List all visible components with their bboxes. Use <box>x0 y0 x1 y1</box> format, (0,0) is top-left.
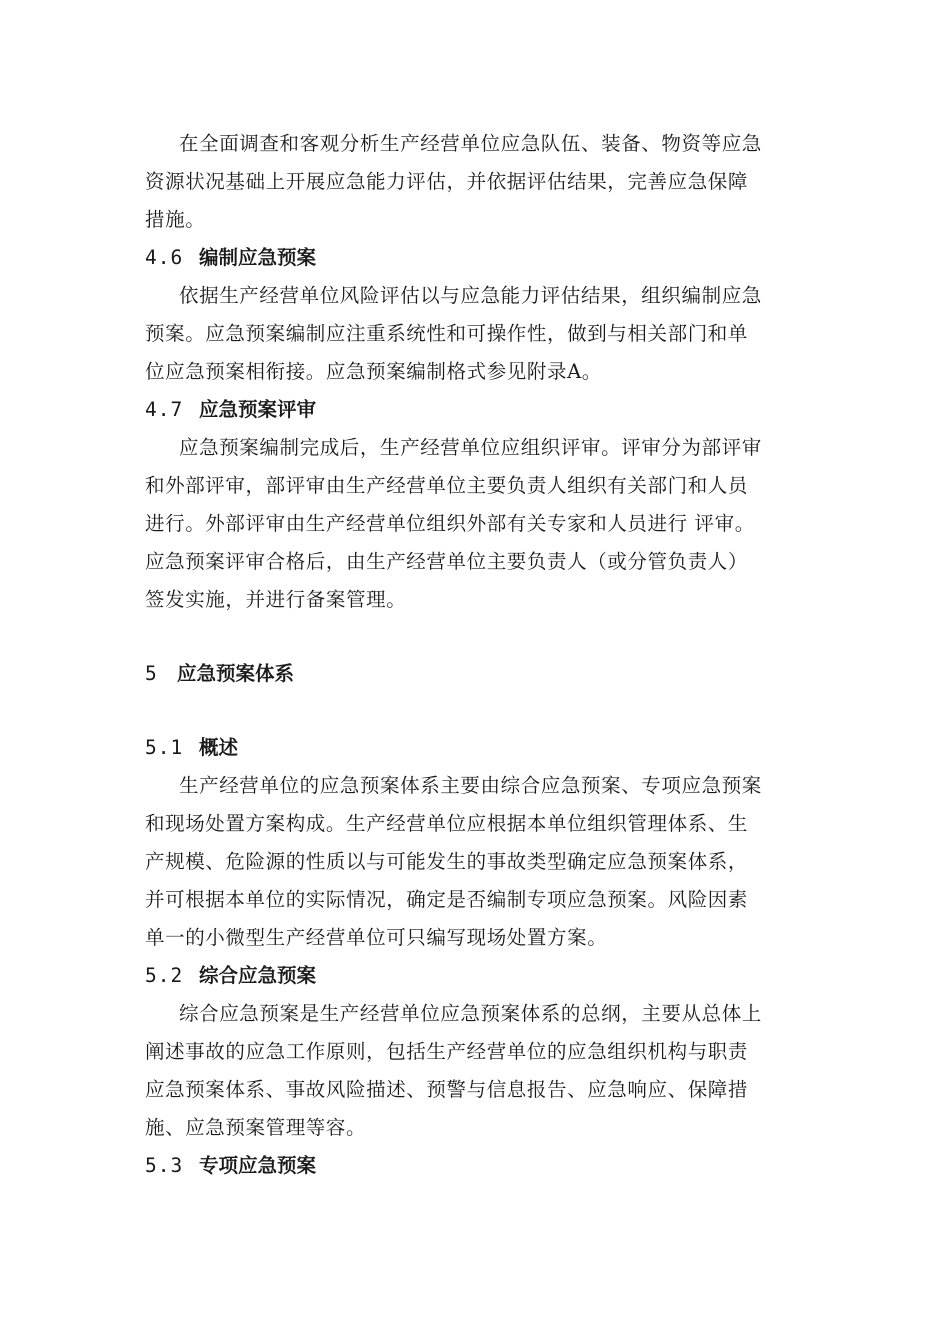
section-5 <box>145 655 810 693</box>
heading-4-7 <box>145 391 810 429</box>
paragraph-line: 资源状况基础上开展应急能力评估，并依据评估结果，完善应急保障 <box>145 170 749 193</box>
paragraph-line: 单一的小微型生产经营单位可只编写现场处置方案。 <box>145 926 608 949</box>
heading-number: 5.1 <box>145 736 184 759</box>
paragraph-comprehensive-plan <box>145 995 810 1147</box>
document-page <box>145 125 810 1185</box>
heading-5-1 <box>145 729 810 767</box>
paragraph-line: 应急预案编制完成后，生产经营单位应组织评审。评审分为部评审 <box>179 436 762 459</box>
heading-number: 5.3 <box>145 1154 184 1177</box>
paragraph-line: 应急预案评审合格后，由生产经营单位主要负责人（或分管负责人） <box>145 550 749 573</box>
heading-title: 专项应急预案 <box>199 1154 317 1177</box>
paragraph-compile-plan <box>145 277 810 391</box>
heading-title: 编制应急预案 <box>199 246 317 269</box>
paragraph-line: 并可根据本单位的实际情况，确定是否编制专项应急预案。风险因素 <box>145 888 749 911</box>
heading-title: 综合应急预案 <box>199 964 317 987</box>
paragraph-line: 综合应急预案是生产经营单位应急预案体系的总纲，主要从总体上 <box>179 1002 762 1025</box>
section-title: 应急预案体系 <box>177 662 295 685</box>
heading-number: 4.6 <box>145 246 184 269</box>
paragraph-overview <box>145 767 810 957</box>
paragraph-line: 施、应急预案管理等容。 <box>145 1116 367 1139</box>
paragraph-line: 在全面调查和客观分析生产经营单位应急队伍、装备、物资等应急 <box>179 132 762 155</box>
heading-number: 4.7 <box>145 398 184 421</box>
heading-5-3 <box>145 1147 810 1185</box>
section-number: 5 <box>145 662 158 685</box>
paragraph-line: 措施。 <box>145 208 206 231</box>
paragraph-line: 生产经营单位的应急预案体系主要由综合应急预案、专项应急预案 <box>179 774 762 797</box>
paragraph-line: 位应急预案相衔接。应急预案编制格式参见附录A。 <box>145 360 602 383</box>
paragraph-line: 进行。外部评审由生产经营单位组织外部有关专家和人员进行 评审。 <box>145 512 755 535</box>
paragraph-line: 和现场处置方案构成。生产经营单位应根据本单位组织管理体系、生 <box>145 812 749 835</box>
paragraph-line: 阐述事故的应急工作原则，包括生产经营单位的应急组织机构与职责 <box>145 1040 749 1063</box>
paragraph-line: 依据生产经营单位风险评估以与应急能力评估结果，组织编制应急 <box>179 284 762 307</box>
paragraph-line: 和外部评审，部评审由生产经营单位主要负责人组织有关部门和人员 <box>145 474 749 497</box>
heading-title: 概述 <box>199 736 239 759</box>
paragraph-line: 预案。应急预案编制应注重系统性和可操作性，做到与相关部门和单 <box>145 322 749 345</box>
heading-5-2 <box>145 957 810 995</box>
paragraph-line: 应急预案体系、事故风险描述、预警与信息报告、应急响应、保障措 <box>145 1078 749 1101</box>
paragraph-plan-review <box>145 429 810 619</box>
heading-title: 应急预案评审 <box>199 398 317 421</box>
heading-number: 5.2 <box>145 964 184 987</box>
paragraph-line: 签发实施，并进行备案管理。 <box>145 588 407 611</box>
paragraph-line: 产规模、危险源的性质以与可能发生的事故类型确定应急预案体系， <box>145 850 749 873</box>
paragraph-resource-assessment <box>145 125 810 239</box>
heading-4-6 <box>145 239 810 277</box>
